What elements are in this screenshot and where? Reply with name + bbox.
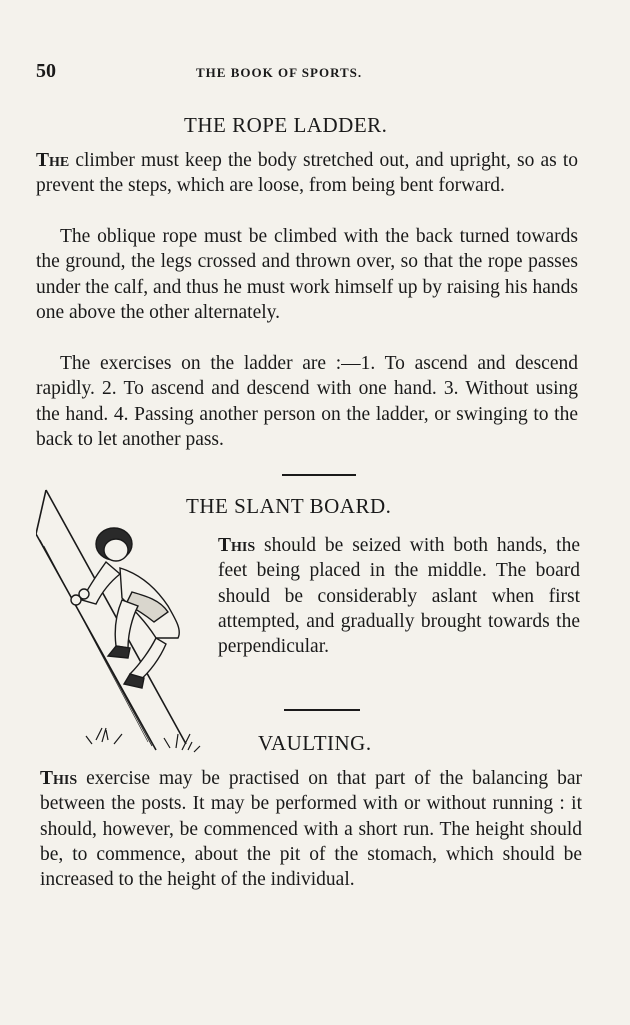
paragraph-text: climber must keep the body stretched out, and upright, so as to prevent the steps, which are loose, from being bent forward. [36, 150, 578, 197]
drop-word: This [218, 535, 256, 556]
rope-ladder-paragraph-1 [36, 148, 578, 199]
rope-ladder-title: THE ROPE LADDER. [184, 113, 388, 137]
rope-ladder-paragraph-3: The exercises on the ladder are :—1. To ascend and descend rapidly. 2. To ascend and descend with one hand. 3. Without using the hand. 4. Passing another person on the ladder, or swinging to the back to let another pass. [36, 353, 578, 450]
section-divider [282, 474, 356, 476]
drop-word: The [36, 150, 70, 171]
slant-board-paragraph [218, 533, 580, 659]
slant-board-title: THE SLANT BOARD. [186, 494, 392, 518]
drop-word: This [40, 768, 78, 789]
vaulting-title: VAULTING. [258, 731, 372, 755]
climber-figure-icon [71, 528, 179, 688]
paragraph-text: should be seized with both hands, the feet being placed in the middle. The board should be considerably aslant when first attempted, and gradually brought towards the perpendicular. [218, 535, 580, 658]
running-title: THE BOOK OF SPORTS. [196, 65, 363, 80]
vaulting-paragraph [40, 766, 582, 892]
paragraph-text: exercise may be practised on that part of the balancing bar between the posts. It may be performed with or without running : it should, however, be commenced with a short run. The height should be, to commence, about the pit of the stomach, which should be increased to the height of the individual. [40, 768, 582, 891]
section-divider [284, 709, 360, 711]
rope-ladder-paragraph-2: The oblique rope must be climbed with the back turned towards the ground, the legs crossed and thrown over, so that the rope passes under the calf, and thus he must work himself up by raising his hands one above the other alternately. [36, 226, 578, 323]
page-number: 50 [36, 60, 56, 82]
slant-board-illustration [36, 488, 206, 760]
